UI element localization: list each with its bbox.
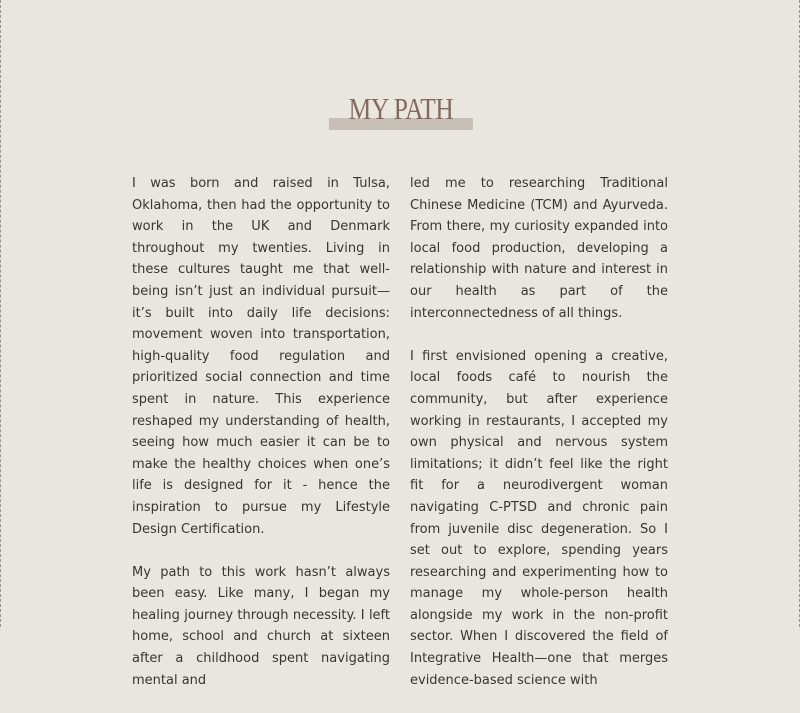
heading-block xyxy=(329,92,473,130)
right-paragraph-1: led me to researching Traditional Chinese Medicine (TCM) and Ayurveda. From there, my curiosity expanded into local food production, developing a relationship with nature and interest in our health as part of the interconnectedness of all things. xyxy=(410,176,668,321)
left-text-column xyxy=(132,173,390,713)
left-paragraph-2: My path to this work hasn’t always been easy. Like many, I began my healing journey through necessity. I left home, school and church at sixteen after a childhood spent navigating mental and xyxy=(132,564,390,688)
left-paragraph-1: I was born and raised in Tulsa, Oklahoma, then had the opportunity to work in the UK and Denmark throughout my twenties. Living in these cultures taught me that well-being isn’t just an individual pursuit—it’s built into daily life decisions: movement woven into transportation, high-quality food regulation and prioritized social connection and time spent in nature. This experience reshaped my understanding of health, seeing how much easier it can be to make the healthy choices when one’s life is designed for it - hence the inspiration to pursue my Lifestyle Design Certification. xyxy=(132,176,390,537)
right-paragraph-2: I first envisioned opening a creative, local foods café to nourish the community, but after experience working in restaurants, I accepted my own physical and nervous system limitations; it didn’t feel like the right fit for a neurodivergent woman navigating C-PTSD and chronic pain from juvenile disc degeneration. So I set out to explore, spending years researching and experimenting how to manage my whole-person health alongside my work in the non-profit sector. When I discovered the field of Integrative Health—one that merges evidence-based science with xyxy=(410,348,668,688)
page-title: MY PATH xyxy=(348,91,454,126)
right-text-column xyxy=(410,173,668,713)
